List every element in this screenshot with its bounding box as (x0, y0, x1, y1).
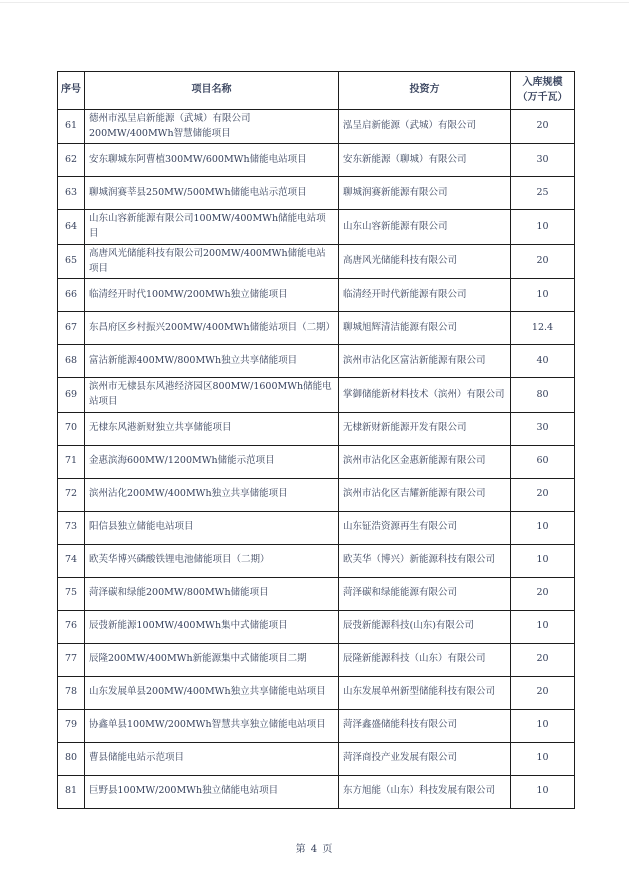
row-investor: 辰弢新能源科技(山东)有限公司 (339, 610, 511, 643)
table-row (58, 312, 575, 345)
col-header-serial: 序号 (58, 72, 85, 110)
row-serial: 74 (58, 544, 85, 577)
row-scale: 10 (511, 544, 575, 577)
row-serial: 81 (58, 775, 85, 808)
row-investor: 滨州市沾化区金惠新能源有限公司 (339, 445, 511, 478)
header-row (58, 72, 575, 110)
table-row (58, 577, 575, 610)
row-project-name: 巨野县100MW/200MWh独立储能电站项目 (85, 775, 339, 808)
row-scale: 10 (511, 775, 575, 808)
row-serial: 76 (58, 610, 85, 643)
row-investor: 山东发展单州新型储能科技有限公司 (339, 676, 511, 709)
row-project-name: 山东山容新能源有限公司100MW/400MWh储能电站项目 (85, 210, 339, 244)
row-investor: 欧芙华（博兴）新能源科技有限公司 (339, 544, 511, 577)
row-scale: 10 (511, 511, 575, 544)
table-row (58, 742, 575, 775)
row-scale: 20 (511, 244, 575, 278)
row-project-name: 金惠滨海600MW/1200MWh储能示范项目 (85, 445, 339, 478)
row-serial: 78 (58, 676, 85, 709)
table-row (58, 345, 575, 378)
row-project-name: 阳信县独立储能电站项目 (85, 511, 339, 544)
col-header-project: 项目名称 (85, 72, 339, 110)
row-project-name: 德州市泓呈启新能源（武城）有限公司200MW/400MWh智慧储能项目 (85, 110, 339, 144)
row-serial: 69 (58, 378, 85, 412)
row-serial: 77 (58, 643, 85, 676)
table-row (58, 110, 575, 144)
row-investor: 菏泽碳和绿能能源有限公司 (339, 577, 511, 610)
row-scale: 25 (511, 177, 575, 210)
row-project-name: 东昌府区乡村振兴200MW/400MWh储能站项目（二期） (85, 312, 339, 345)
row-serial: 80 (58, 742, 85, 775)
row-scale: 20 (511, 110, 575, 144)
row-project-name: 富沾新能源400MW/800MWh独立共享储能项目 (85, 345, 339, 378)
table-row (58, 478, 575, 511)
row-scale: 10 (511, 709, 575, 742)
row-project-name: 无棣东风港新财独立共享储能项目 (85, 412, 339, 445)
row-scale: 20 (511, 643, 575, 676)
row-project-name: 滨州市无棣县东风港经济园区800MW/1600MWh储能电站项目 (85, 378, 339, 412)
table-row (58, 378, 575, 412)
row-serial: 71 (58, 445, 85, 478)
table-row (58, 210, 575, 244)
page-number: 第 4 页 (295, 844, 334, 855)
row-project-name: 辰隆200MW/400MWh新能源集中式储能项目二期 (85, 643, 339, 676)
row-investor: 临清经开时代新能源有限公司 (339, 279, 511, 312)
row-serial: 63 (58, 177, 85, 210)
row-investor: 山东钲浩资源再生有限公司 (339, 511, 511, 544)
row-project-name: 安东聊城东阿曹植300MW/600MWh储能电站项目 (85, 144, 339, 177)
table-row (58, 279, 575, 312)
row-project-name: 协鑫单县100MW/200MWh智慧共享独立储能电站项目 (85, 709, 339, 742)
col-header-investor: 投资方 (339, 72, 511, 110)
row-scale: 80 (511, 378, 575, 412)
row-serial: 64 (58, 210, 85, 244)
table-row (58, 643, 575, 676)
row-investor: 滨州市沾化区富沾新能源有限公司 (339, 345, 511, 378)
row-serial: 65 (58, 244, 85, 278)
row-investor: 菏泽商投产业发展有限公司 (339, 742, 511, 775)
row-scale: 40 (511, 345, 575, 378)
row-project-name: 临清经开时代100MW/200MWh独立储能项目 (85, 279, 339, 312)
row-project-name: 滨州沾化200MW/400MWh独立共享储能项目 (85, 478, 339, 511)
table-row (58, 412, 575, 445)
row-investor: 无棣新财新能源开发有限公司 (339, 412, 511, 445)
row-serial: 68 (58, 345, 85, 378)
row-scale: 20 (511, 577, 575, 610)
row-scale: 30 (511, 412, 575, 445)
row-serial: 62 (58, 144, 85, 177)
projects-table (57, 71, 575, 809)
table-row (58, 676, 575, 709)
row-scale: 10 (511, 210, 575, 244)
row-project-name: 曹县储能电站示范项目 (85, 742, 339, 775)
row-scale: 20 (511, 676, 575, 709)
row-serial: 72 (58, 478, 85, 511)
row-investor: 泓呈启新能源（武城）有限公司 (339, 110, 511, 144)
row-serial: 70 (58, 412, 85, 445)
table-row (58, 177, 575, 210)
table-row (58, 775, 575, 808)
col-header-scale: 入库规模（万千瓦） (511, 72, 575, 110)
row-serial: 73 (58, 511, 85, 544)
row-investor: 辰隆新能源科技（山东）有限公司 (339, 643, 511, 676)
row-serial: 67 (58, 312, 85, 345)
row-investor: 滨州市沾化区吉耀新能源有限公司 (339, 478, 511, 511)
table-row (58, 511, 575, 544)
row-project-name: 高唐风光储能科技有限公司200MW/400MWh储能电站项目 (85, 244, 339, 278)
row-serial: 79 (58, 709, 85, 742)
row-serial: 61 (58, 110, 85, 144)
row-investor: 掌御储能新材料技术（滨州）有限公司 (339, 378, 511, 412)
row-investor: 聊城润赛新能源有限公司 (339, 177, 511, 210)
row-serial: 66 (58, 279, 85, 312)
table-row (58, 544, 575, 577)
row-project-name: 辰弢新能源100MW/400MWh集中式储能项目 (85, 610, 339, 643)
table-row (58, 610, 575, 643)
row-project-name: 山东发展单县200MW/400MWh独立共享储能电站项目 (85, 676, 339, 709)
table-body (58, 110, 575, 809)
row-investor: 菏泽鑫盛储能科技有限公司 (339, 709, 511, 742)
row-project-name: 菏泽碳和绿能200MW/800MWh储能项目 (85, 577, 339, 610)
table-row (58, 709, 575, 742)
row-scale: 60 (511, 445, 575, 478)
row-investor: 聊城旭辉清洁能源有限公司 (339, 312, 511, 345)
row-investor: 山东山容新能源有限公司 (339, 210, 511, 244)
row-serial: 75 (58, 577, 85, 610)
row-scale: 10 (511, 279, 575, 312)
table-header (58, 72, 575, 110)
row-scale: 10 (511, 610, 575, 643)
table-row (58, 445, 575, 478)
row-scale: 12.4 (511, 312, 575, 345)
row-investor: 安东新能源（聊城）有限公司 (339, 144, 511, 177)
row-investor: 东方旭能（山东）科技发展有限公司 (339, 775, 511, 808)
table-row (58, 144, 575, 177)
row-scale: 10 (511, 742, 575, 775)
row-scale: 20 (511, 478, 575, 511)
row-scale: 30 (511, 144, 575, 177)
row-project-name: 聊城润赛莘县250MW/500MWh储能电站示范项目 (85, 177, 339, 210)
row-project-name: 欧芙华博兴磷酸铁锂电池储能项目（二期） (85, 544, 339, 577)
row-investor: 高唐风光储能科技有限公司 (339, 244, 511, 278)
table-row (58, 244, 575, 278)
